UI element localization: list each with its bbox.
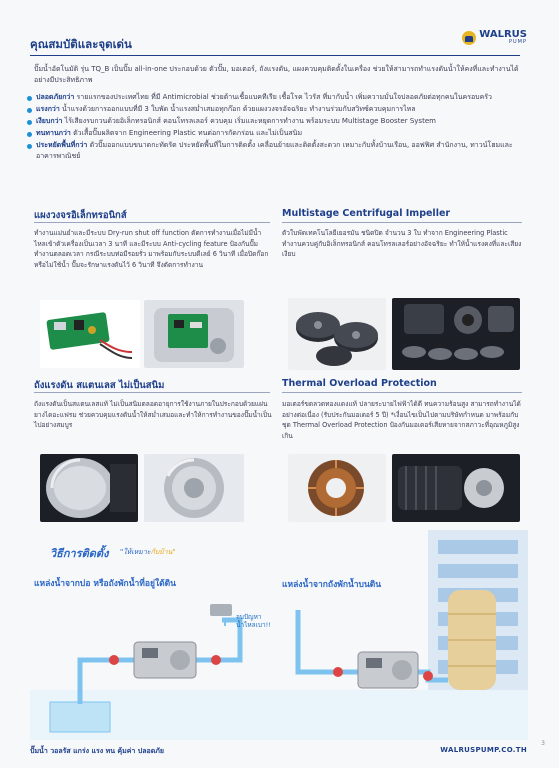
walrus-logo-icon — [462, 31, 476, 45]
install-subtitle: "ให้เหมาะกับบ้าน" — [120, 548, 176, 556]
feature-list — [26, 92, 526, 163]
thermal-title: Thermal Overload Protection — [282, 378, 437, 389]
install-title: วิธีการติดตั้ง — [50, 547, 109, 560]
feature-item: ปลอดภัยกว่า รายแรกของประเทศไทย ที่มี Antimicrobial ช่วยต้านเชื้อแบคทีเรีย เชื้อโรค ไวรัส ที่มากับน้ำ เพิ่มความมั่นใจปลอดภัยต่อทุกคนในครอบครัว — [26, 92, 526, 103]
page-title: คุณสมบัติและจุดเด่น — [30, 37, 132, 51]
pcb-photo-1 — [40, 300, 140, 368]
brand-sub: PUMP — [508, 39, 527, 45]
tank-photo-1 — [40, 454, 138, 522]
impeller-title: Multistage Centrifugal Impeller — [282, 208, 451, 219]
thermal-text: มอเตอร์ขดลวดทองแดงแท้ ปลายระบายไฟฟ้าได้ดี ทนความร้อนสูง สามารถทำงานได้อย่างต่อเนื่อง (รับประกันมอเตอร์ 5 ปี) *เงื่อนไขเป็นไปตามบริษัทกำหนด มาพร้อมกับชุด Thermal Overload Protection ป้องกันมอเตอร์เสียหายจากสภาวะที่อุณหภูมิสูงเกิน — [282, 400, 521, 440]
tank-text: ถังแรงดันเป็นสแตนเลสแท้ ไม่เป็นสนิมตลอดอายุการใช้งานภายในประกอบด้วยแผ่นยางไดอะแฟรม ช่วยควบคุมแรงดันน้ำให้สม่ำเสมอและทำให้การทำงานของปั๊มน้ำเป็นไปอย่างสมบูร — [34, 400, 272, 429]
pump-exploded-photo — [392, 298, 520, 370]
brand-name: WALRUS — [479, 29, 527, 40]
impeller-text: ตัวใบพัดเทคโนโลยีเยอรมัน ชนิดปิด จำนวน 3 ใบ ทำจาก Engineering Plastic ทำงานควบคู่กับอิเล็กทรอนิกส์ คอนโทรลเลอร์อย่างอัจฉริยะ ทำให้น้ำแรงคงที่และเสียงเงียบ — [282, 229, 522, 258]
right-install-title: แหล่งน้ำจากถังพักน้ำบนดิน — [282, 580, 382, 590]
bubble-text: จบปัญหา น้ำไหลเบา!! — [236, 613, 271, 629]
footer-slogan: ปั๊มน้ำ วอลรัส แกร่ง แรง ทน คุ้มค่า ปลอดภัย — [30, 747, 164, 755]
feature-item: แรงกว่า น้ำแรงด้วยการออกแบบที่มี 3 ใบพัด น้ำแรงสม่ำเสมอทุกก๊อก ด้วยแผงวงจรอัจฉริยะ ทำงานร่วมกับสวิทซ์ควบคุมการไหล — [26, 104, 526, 115]
divider — [34, 392, 270, 393]
motor-coil-photo — [288, 454, 386, 522]
page-number: 3 — [541, 740, 545, 747]
divider — [34, 222, 270, 223]
walrus-logo — [462, 30, 527, 45]
tank-photo-2 — [144, 454, 244, 522]
intro-text: ปั๊มน้ำอัตโนมัติ รุ่น TQ_B เป็นปั๊ม all-in-one ประกอบด้วย ตัวปั๊ม, มอเตอร์, ถังแรงดัน, แผงควบคุมติดตั้งในเครื่อง ช่วยให้สามารถทำแรงดันน้ำให้คงที่และทำงานได้อย่างมีประสิทธิภาพ — [34, 65, 519, 84]
divider — [282, 222, 522, 223]
feature-item: ทนทานกว่า ตัวเสื้อปั๊มผลิตจาก Engineering Plastic ทนต่อการกัดกร่อน และไม่เป็นสนิม — [26, 128, 526, 139]
header-bar — [30, 36, 520, 56]
impeller-photo — [288, 298, 386, 370]
pcb-photo-2 — [144, 300, 244, 368]
divider — [282, 392, 522, 393]
feature-item: ประหยัดพื้นที่กว่า ตัวปั๊มออกแบบขนาดกะทัดรัด ประหยัดพื้นที่ในการติดตั้ง เคลื่อนย้ายและติดตั้งสะดวก เหมาะกับทั้งบ้านเรือน, ออฟฟิศ สำนักงาน, ทาวน์โฮมและอาคารพาณิชย์ — [26, 140, 526, 162]
pcb-text: ทำงานแม่นยำและมีระบบ Dry-run shut off function ตัดการทำงานเมื่อไม่มีน้ำไหลเข้าตัวเครื่องเป็นเวลา 3 นาที และมีระบบ Anti-cycling feature ป้องกันปั๊มทำงานตลอดเวลา กรณีระบบท่อมีรอยรั่ว มาพร้อมกับระบบดีเลย์ 6 วินาที เมื่อปิดก๊อกหรือไม่ใช้น้ำ ปั๊มจะรักษาแรงดันไว้ 6 วินาที จึงตัดการทำงาน — [34, 229, 269, 269]
tank-title: ถังแรงดัน สแตนเลส ไม่เป็นสนิม — [34, 380, 165, 391]
right-install-diagram — [278, 530, 528, 740]
left-install-title: แหล่งน้ำจากบ่อ หรือถังพักน้ำที่อยู่ใต้ดิน — [34, 579, 176, 589]
motor-photo — [392, 454, 520, 522]
pcb-title: แผงวงจรอิเล็กทรอนิกส์ — [34, 210, 127, 221]
footer-website: WALRUSPUMP.CO.TH — [440, 746, 527, 754]
feature-item: เงียบกว่า ไร้เสียงรบกวนด้วยอิเล็กทรอนิกส์ คอนโทรลเลอร์ ควบคุม เริ่มและหยุดการทำงาน พร้อมระบบ Multistage Booster System — [26, 116, 526, 127]
